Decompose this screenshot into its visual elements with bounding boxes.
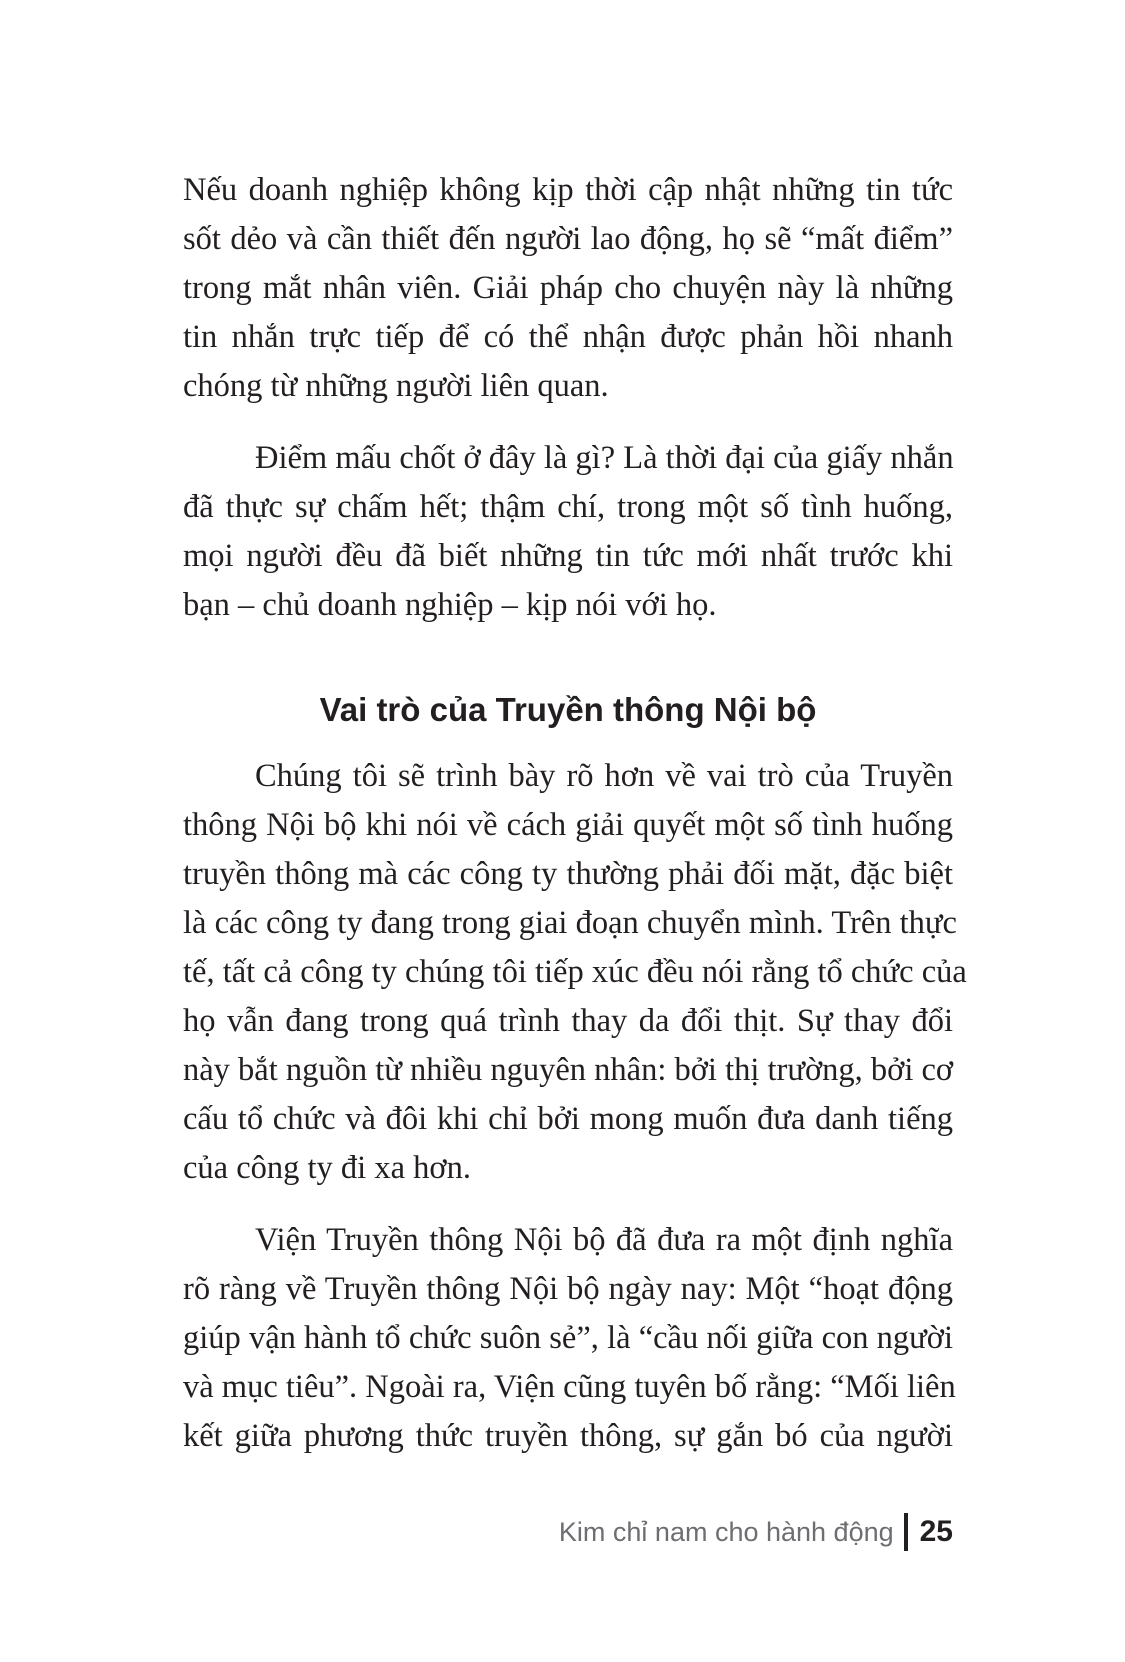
paragraph-line: và mục tiêu”. Ngoài ra, Viện cũng tuyên bố rằng: “Mối liên [183, 1369, 956, 1405]
paragraph-line: của công ty đi xa hơn. [183, 1150, 471, 1186]
paragraph-3 [183, 752, 967, 1193]
paragraph-line: giúp vận hành tổ chức suôn sẻ”, là “cầu nối giữa con người [183, 1320, 953, 1356]
page-number: 25 [919, 1515, 953, 1548]
paragraph-line: tế, tất cả công ty chúng tôi tiếp xúc đều nói rằng tổ chức của [183, 954, 967, 990]
paragraph-line: họ vẫn đang trong quá trình thay da đổi thịt. Sự thay đổi [183, 1003, 953, 1039]
paragraph-line: tin nhắn trực tiếp để có thể nhận được phản hồi nhanh [183, 319, 953, 355]
paragraph-line: Chúng tôi sẽ trình bày rõ hơn về vai trò của Truyền [255, 758, 953, 794]
paragraph-4 [183, 1216, 956, 1461]
paragraph-line: trong mắt nhân viên. Giải pháp cho chuyện này là những [183, 270, 953, 306]
paragraph-line: rõ ràng về Truyền thông Nội bộ ngày nay: Một “hoạt động [183, 1271, 953, 1307]
footer-divider [904, 1513, 908, 1551]
paragraph-2 [183, 434, 953, 630]
paragraph-line: bạn – chủ doanh nghiệp – kịp nói với họ. [183, 587, 717, 623]
running-footer-title: Kim chỉ nam cho hành động [558, 1516, 894, 1547]
paragraph-line: Viện Truyền thông Nội bộ đã đưa ra một định nghĩa [255, 1222, 953, 1258]
page-footer [559, 1510, 953, 1554]
paragraph-line: đã thực sự chấm hết; thậm chí, trong một số tình huống, [183, 489, 953, 525]
paragraph-line: này bắt nguồn từ nhiều nguyên nhân: bởi thị trường, bởi cơ [183, 1052, 954, 1088]
paragraph-line: mọi người đều đã biết những tin tức mới nhất trước khi [183, 538, 953, 574]
paragraph-line: Nếu doanh nghiệp không kịp thời cập nhật những tin tức [183, 172, 953, 208]
paragraph-line: cấu tổ chức và đôi khi chỉ bởi mong muốn đưa danh tiếng [183, 1101, 953, 1137]
paragraph-line: truyền thông mà các công ty thường phải đối mặt, đặc biệt [183, 856, 953, 892]
paragraph-line: thông Nội bộ khi nói về cách giải quyết một số tình huống [183, 807, 953, 843]
paragraph-line: sốt dẻo và cần thiết đến người lao động, họ sẽ “mất điểm” [183, 221, 953, 257]
section-heading: Vai trò của Truyền thông Nội bộ [319, 691, 817, 728]
paragraph-line: là các công ty đang trong giai đoạn chuyển mình. Trên thực [183, 905, 957, 941]
paragraph-line: kết giữa phương thức truyền thông, sự gắn bó của người [183, 1418, 953, 1454]
paragraph-line: chóng từ những người liên quan. [183, 368, 609, 404]
paragraph-1 [183, 166, 953, 411]
paragraph-line: Điểm mấu chốt ở đây là gì? Là thời đại của giấy nhắn [255, 440, 954, 476]
